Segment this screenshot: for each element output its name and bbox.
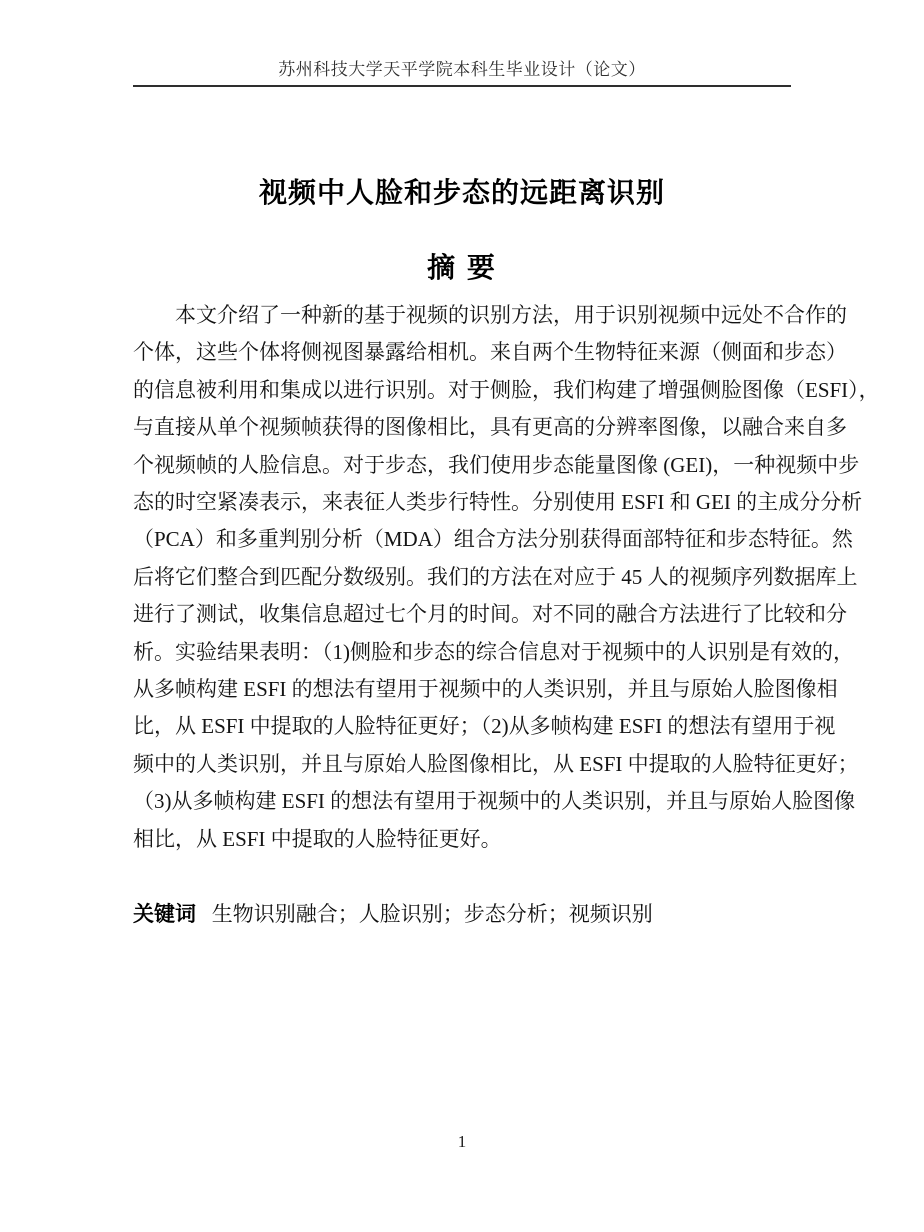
abstract-line: 后将它们整合到匹配分数级别。我们的方法在对应于 45 人的视频序列数据库上 [133,564,858,589]
abstract-line: 进行了测试，收集信息超过七个月的时间。对不同的融合方法进行了比较和分 [133,602,847,627]
abstract-heading: 摘 要 [427,252,497,283]
abstract-line: 析。实验结果表明：（1)侧脸和步态的综合信息对于视频中的人识别是有效的， [133,639,854,664]
abstract-line: （PCA）和多重判别分析（MDA）组合方法分别获得面部特征和步态特征。然 [133,527,853,552]
abstract-line: 态的时空紧凑表示，来表征人类步行特性。分别使用 ESFI 和 GEI 的主成分分析 [133,490,863,515]
keywords-text: 生物识别融合；人脸识别；步态分析；视频识别 [211,902,653,926]
keywords-row [133,899,791,930]
abstract-line: 个视频帧的人脸信息。对于步态，我们使用步态能量图像 (GEI)，一种视频中步 [133,452,860,477]
page-title: 视频中人脸和步态的远距离识别 [258,177,665,208]
running-header: 苏州科技大学天平学院本科生毕业设计（论文） [133,59,791,87]
page-number: 1 [457,1132,467,1151]
abstract-line: 本文介绍了一种新的基于视频的识别方法，用于识别视频中远处不合作的 [175,303,847,327]
abstract-body [133,297,880,858]
abstract-line: 比，从 ESFI 中提取的人脸特征更好；（2)从多帧构建 ESFI 的想法有望用于视 [133,714,836,739]
abstract-line: （3)从多帧构建 ESFI 的想法有望用于视频中的人类识别，并且与原始人脸图像 [133,789,856,814]
keywords-label: 关键词 [133,903,196,926]
abstract-line: 个体，这些个体将侧视图暴露给相机。来自两个生物特征来源（侧面和步态） [133,340,847,365]
abstract-line: 从多帧构建 ESFI 的想法有望用于视频中的人类识别，并且与原始人脸图像相 [133,677,838,702]
abstract-line: 频中的人类识别，并且与原始人脸图像相比，从 ESFI 中提取的人脸特征更好； [133,751,859,776]
abstract-line: 的信息被利用和集成以进行识别。对于侧脸，我们构建了增强侧脸图像（ESFI）， [133,377,880,402]
abstract-line: 相比，从 ESFI 中提取的人脸特征更好。 [133,826,502,851]
abstract-line: 与直接从单个视频帧获得的图像相比，具有更高的分辨率图像，以融合来自多 [133,415,847,440]
